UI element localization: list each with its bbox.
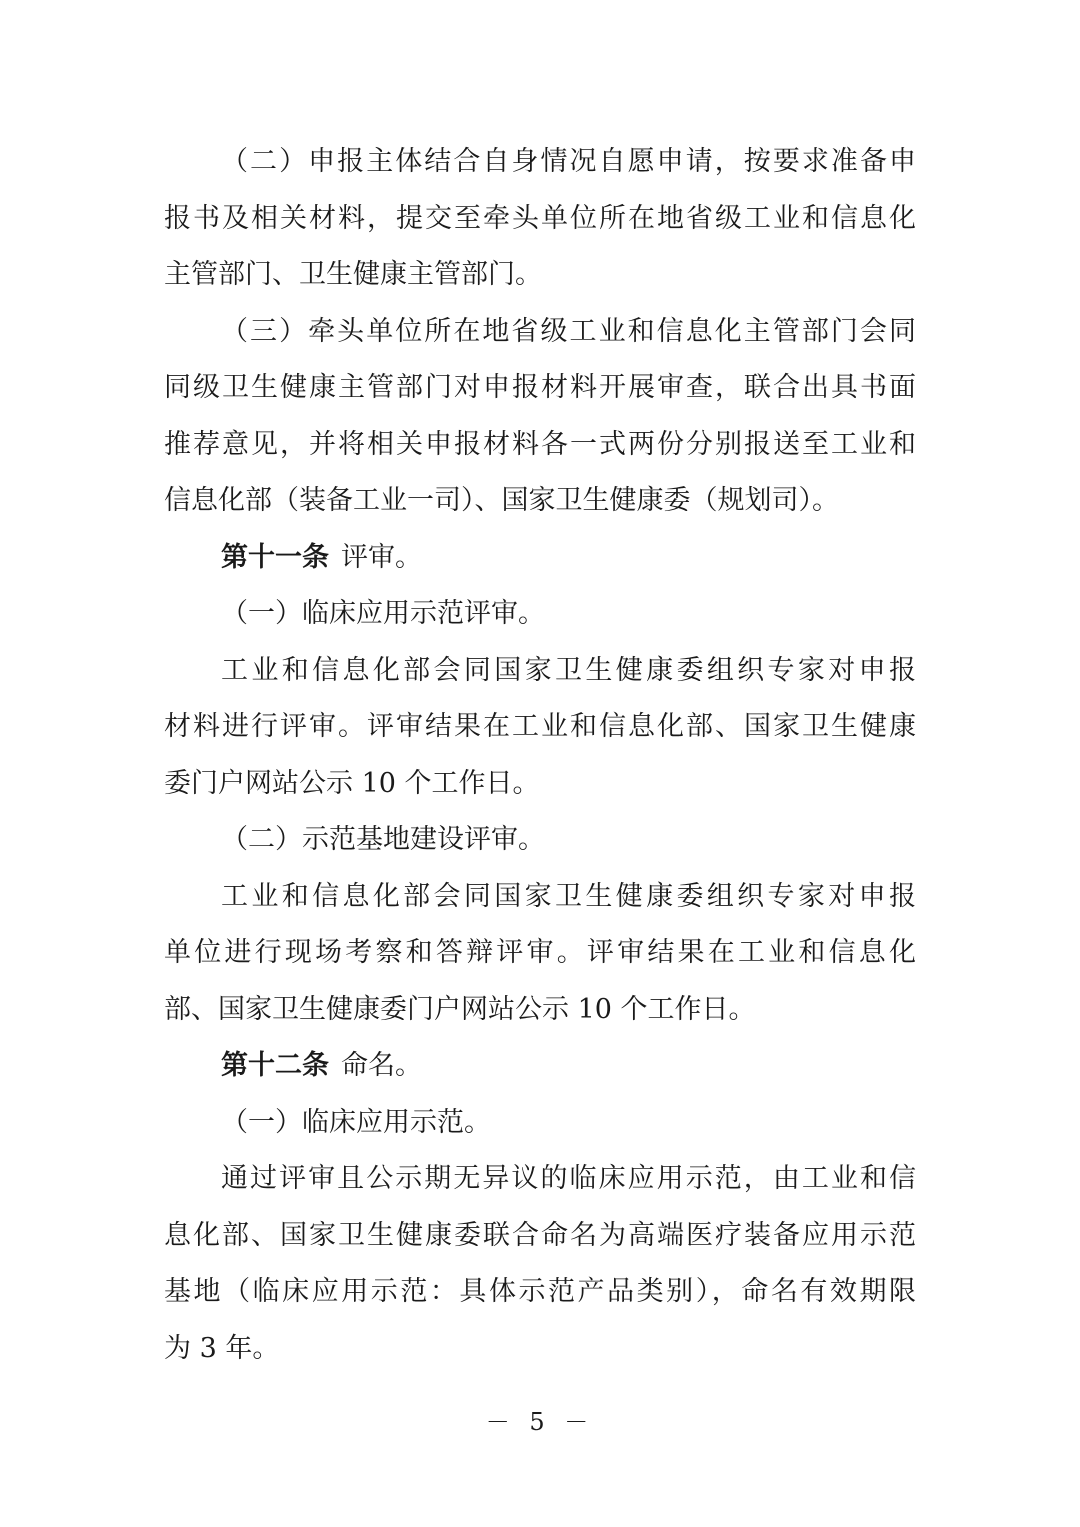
paragraph-line: 报书及相关材料，提交至牵头单位所在地省级工业和信息化: [164, 202, 916, 234]
article-heading: [164, 530, 916, 587]
document-body: [164, 134, 916, 1377]
paragraph-line: 推荐意见，并将相关申报材料各一式两份分别报送至工业和: [164, 428, 916, 460]
article-heading: [164, 1038, 916, 1095]
paragraph-line: 材料进行评审。评审结果在工业和信息化部、国家卫生健康: [164, 711, 916, 742]
article-number: 第十一条: [221, 541, 329, 573]
page-number: － 5 －: [485, 1408, 595, 1436]
paragraph-line: 为 3 年。: [164, 1332, 280, 1364]
paragraph-line: 委门户网站公示 10 个工作日。: [164, 767, 540, 799]
paragraph-line: 基地（临床应用示范：具体示范产品类别），命名有效期限: [164, 1276, 916, 1307]
paragraph-line: 息化部、国家卫生健康委联合命名为高端医疗装备应用示范: [164, 1219, 916, 1251]
article-title: 命名。: [341, 1050, 422, 1081]
paragraph-line: 通过评审且公示期无异议的临床应用示范，由工业和信: [221, 1163, 916, 1194]
article-title: 评审。: [341, 541, 422, 573]
sub-heading: （一）临床应用示范。: [221, 1106, 491, 1138]
paragraph-line: 工业和信息化部会同国家卫生健康委组织专家对申报: [221, 880, 916, 912]
paragraph-line: （三）牵头单位所在地省级工业和信息化主管部门会同: [221, 315, 916, 347]
paragraph-line: 主管部门、卫生健康主管部门。: [164, 259, 542, 290]
paragraph-line: 部、国家卫生健康委门户网站公示 10 个工作日。: [164, 993, 756, 1025]
paragraph-line: 工业和信息化部会同国家卫生健康委组织专家对申报: [221, 654, 916, 686]
sub-heading: （一）临床应用示范评审。: [221, 598, 545, 629]
article-number: 第十二条: [221, 1050, 329, 1081]
paragraph-line: 单位进行现场考察和答辩评审。评审结果在工业和信息化: [164, 937, 916, 968]
paragraph-line: 同级卫生健康主管部门对申报材料开展审查，联合出具书面: [164, 372, 916, 403]
paragraph-line: 信息化部（装备工业一司）、国家卫生健康委（规划司）。: [164, 485, 839, 516]
sub-heading: （二）示范基地建设评审。: [221, 824, 545, 855]
paragraph-line: （二）申报主体结合自身情况自愿申请，按要求准备申: [221, 146, 916, 177]
